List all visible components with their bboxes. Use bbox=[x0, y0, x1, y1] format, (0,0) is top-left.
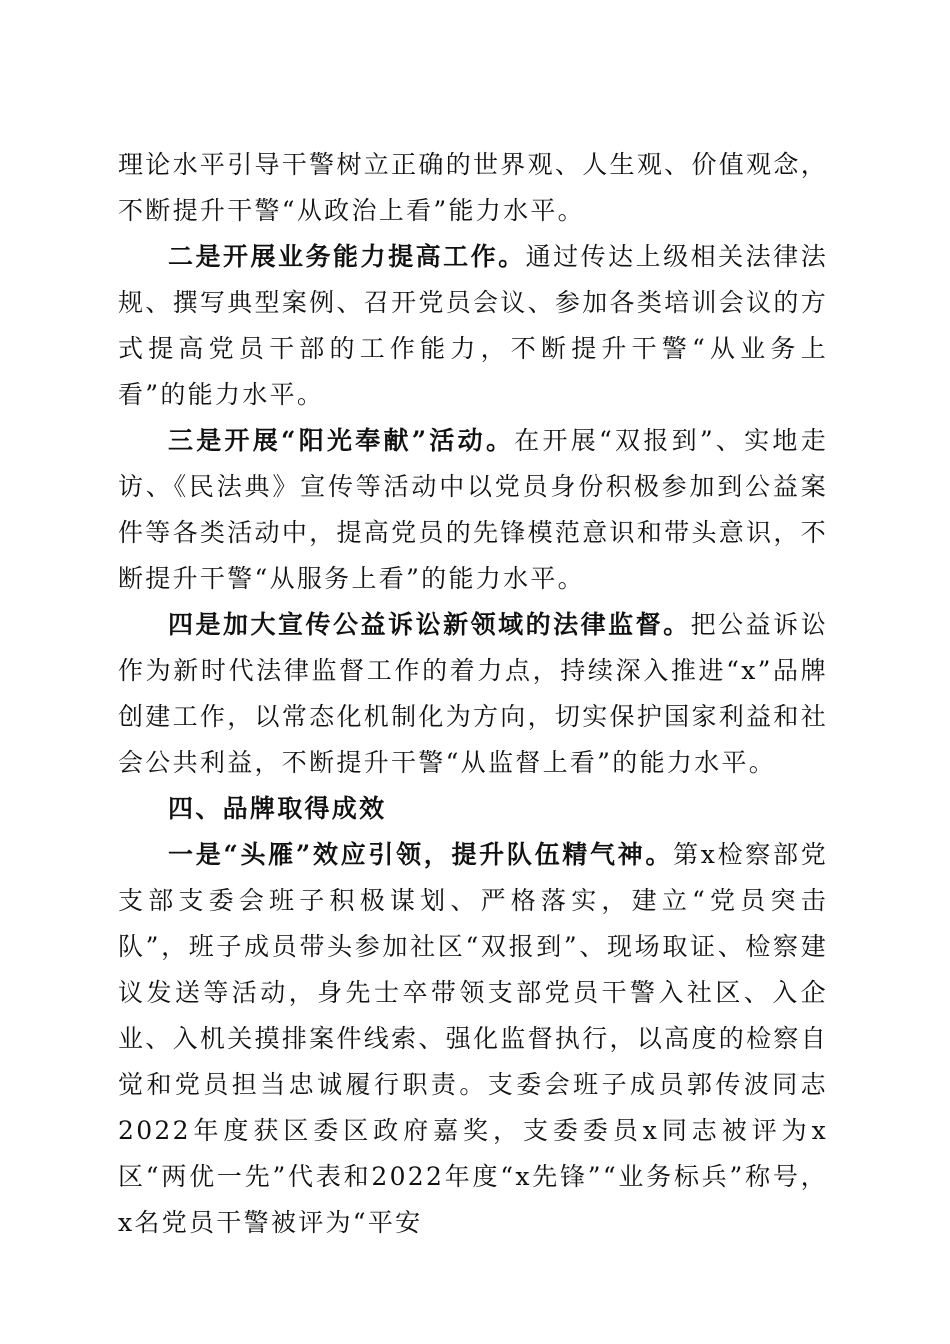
paragraph-leading-effect bbox=[118, 832, 828, 1246]
paragraph-lead: 四是加大宣传公益诉讼新领域的法律监督。 bbox=[168, 610, 691, 639]
paragraph-business-ability bbox=[118, 234, 828, 418]
paragraph-public-interest bbox=[118, 602, 828, 786]
section-heading: 四、品牌取得成效 bbox=[168, 794, 387, 823]
paragraph-continued: 理论水平引导干警树立正确的世界观、人生观、价值观念，不断提升干警“从政治上看”能力水平。 bbox=[118, 150, 828, 225]
paragraph-text: 把公益诉讼作为新时代法律监督工作的着力点，持续深入推进“x”品牌创建工作，以常态化机制化为方向，切实保护国家利益和社会公共利益，不断提升干警“从监督上看”的能力水平。 bbox=[118, 610, 828, 777]
paragraph-text: 通过传达上级相关法律法规、撰写典型案例、召开党员会议、参加各类培训会议的方式提高党员干部的工作能力，不断提升干警“从业务上看”的能力水平。 bbox=[118, 242, 828, 409]
paragraph-text: 第x检察部党支部支委会班子积极谋划、严格落实，建立“党员突击队”，班子成员带头参加社区“双报到”、现场取证、检察建议发送等活动，身先士卒带领支部党员干警入社区、入企业、入机关摸排案件线索、强化监督执行，以高度的检察自觉和党员担当忠诚履行职责。支委会班子成员郭传波同志2022年度获区委区政府嘉奖，支委委员x同志被评为x区“两优一先”代表和2022年度“x先锋”“业务标兵”称号，x名党员干警被评为“平安 bbox=[118, 840, 828, 1237]
document-body bbox=[118, 142, 828, 1246]
paragraph-lead: 一是“头雁”效应引领，提升队伍精气神。 bbox=[168, 840, 674, 869]
paragraph-sunshine-activity bbox=[118, 418, 828, 602]
paragraph-lead: 三是开展“阳光奉献”活动。 bbox=[168, 426, 515, 455]
paragraph-lead: 二是开展业务能力提高工作。 bbox=[168, 242, 526, 271]
paragraph-text: 在开展“双报到”、实地走访、《民法典》宣传等活动中以党员身份积极参加到公益案件等各类活动中，提高党员的先锋模范意识和带头意识，不断提升干警“从服务上看”的能力水平。 bbox=[118, 426, 828, 593]
